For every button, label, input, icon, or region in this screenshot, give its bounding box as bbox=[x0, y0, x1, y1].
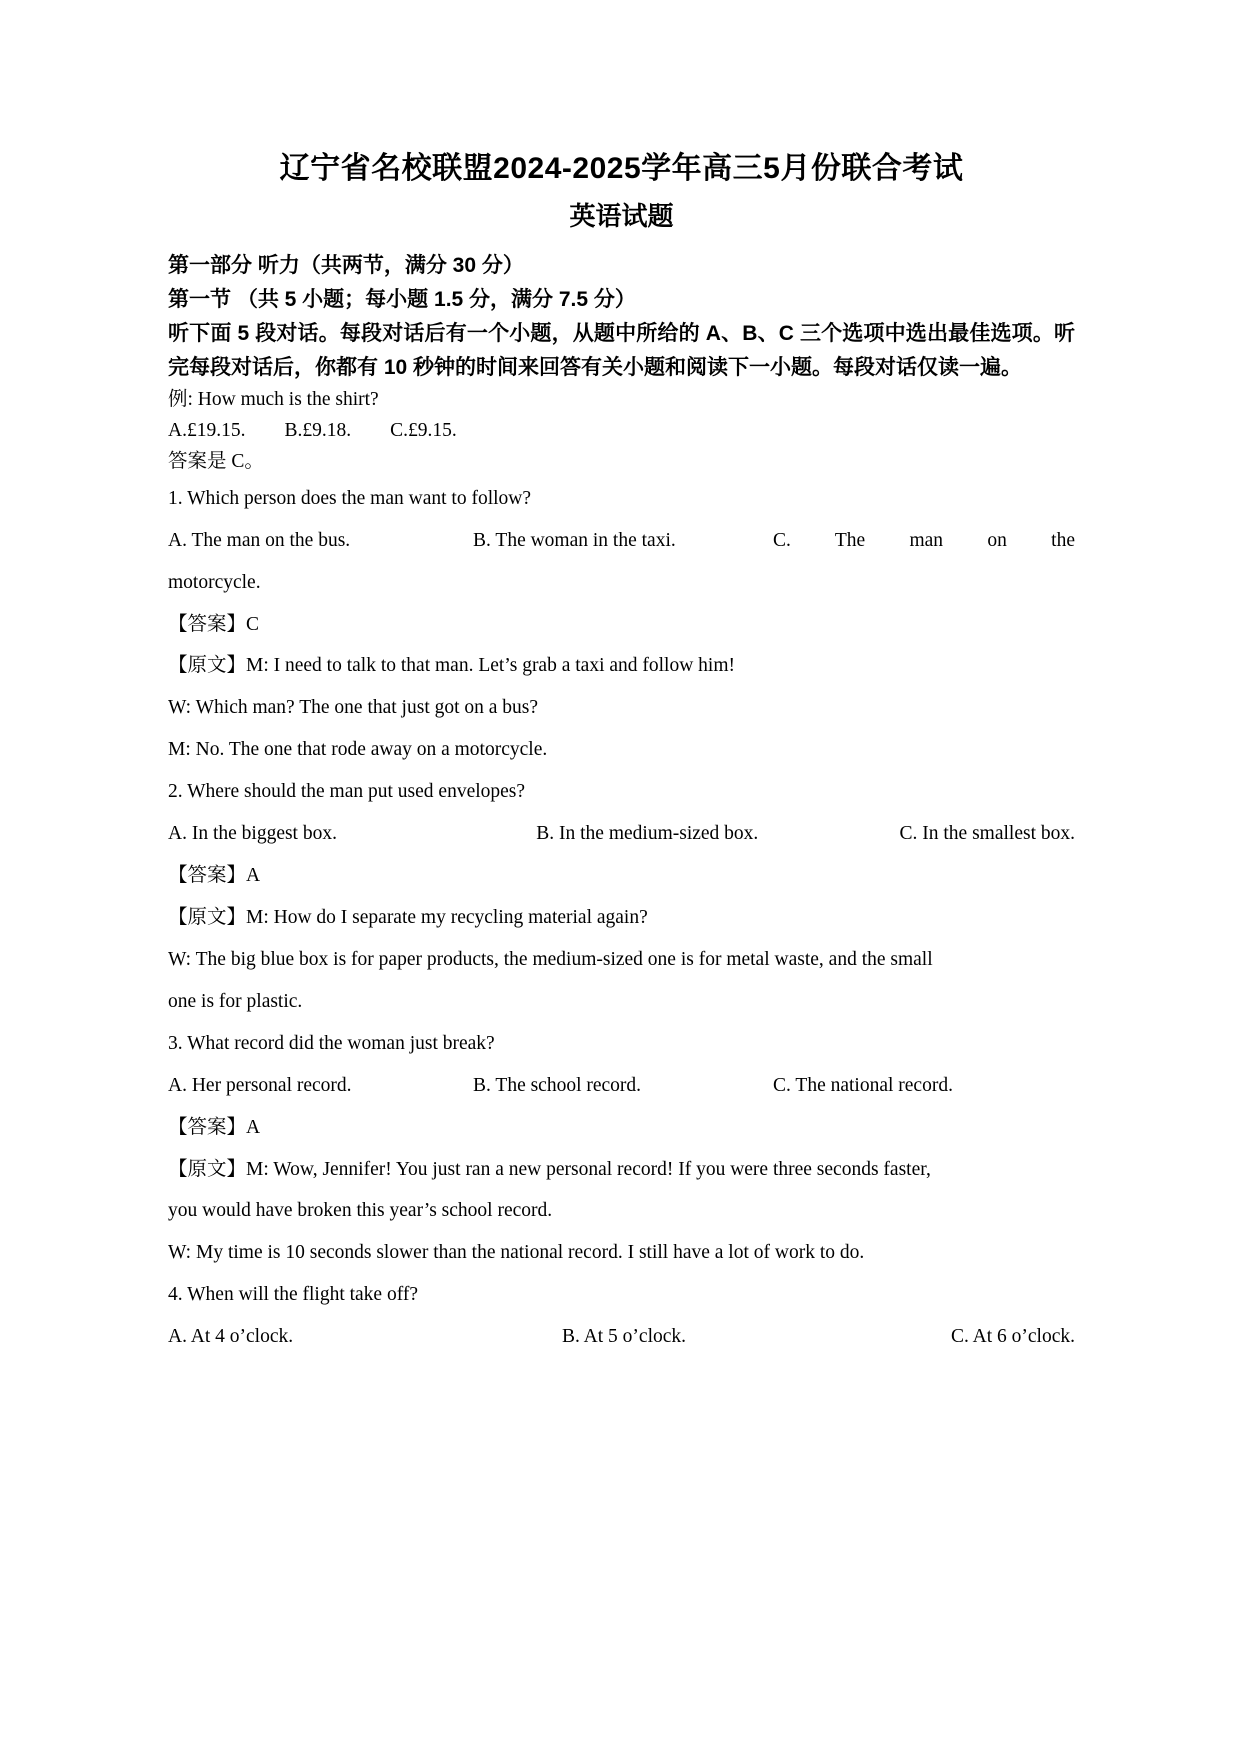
example-options: A.£19.15. B.£9.18. C.£9.15. bbox=[168, 420, 457, 442]
question-options-row bbox=[168, 1065, 1075, 1107]
question-stem: 4. When will the flight take off? bbox=[168, 1284, 419, 1306]
question-options-row bbox=[168, 813, 1075, 855]
question-stem: 1. Which person does the man want to follow? bbox=[168, 487, 532, 509]
option-a[interactable]: A. Her personal record. bbox=[168, 1074, 352, 1096]
script-line: M: No. The one that rode away on a motorcycle. bbox=[168, 739, 548, 761]
answer-label: 【答案】A bbox=[168, 1116, 261, 1138]
question-stem: 2. Where should the man put used envelopes? bbox=[168, 781, 526, 803]
answer-label: 【答案】C bbox=[168, 613, 260, 635]
script-line: 【原文】M: I need to talk to that man. Let’s grab a taxi and follow him! bbox=[168, 655, 736, 677]
option-b[interactable]: B. The school record. bbox=[473, 1074, 642, 1096]
script-line: W: The big blue box is for paper products, the medium-sized one is for metal waste, and the small bbox=[168, 948, 933, 970]
page-title: 辽宁省名校联盟2024-2025学年高三5月份联合考试 bbox=[279, 152, 964, 185]
question-stem: 3. What record did the woman just break? bbox=[168, 1032, 495, 1054]
question-options-row bbox=[168, 520, 1075, 562]
script-line: 【原文】M: How do I separate my recycling material again? bbox=[168, 906, 648, 928]
option-c[interactable]: C. In the smallest box. bbox=[899, 823, 1075, 845]
option-c[interactable]: C. At 6 o’clock. bbox=[950, 1326, 1075, 1348]
option-a[interactable]: A. The man on the bus. bbox=[168, 529, 351, 551]
option-a[interactable]: A. In the biggest box. bbox=[168, 823, 337, 845]
example-answer: 答案是 C。 bbox=[168, 450, 264, 472]
page-subtitle: 英语试题 bbox=[569, 200, 674, 231]
option-b[interactable]: B. The woman in the taxi. bbox=[473, 529, 676, 551]
option-c[interactable]: C. The national record. bbox=[773, 1074, 953, 1096]
option-b[interactable]: B. At 5 o’clock. bbox=[561, 1326, 687, 1348]
option-c-wrap: motorcycle. bbox=[168, 571, 261, 593]
example-question: 例: How much is the shirt? bbox=[168, 389, 379, 411]
script-line: 【原文】M: Wow, Jennifer! You just ran a new personal record! If you were three seconds faster, bbox=[168, 1158, 931, 1180]
question-options-row bbox=[168, 1316, 1075, 1358]
script-line: you would have broken this year’s school record. bbox=[168, 1200, 553, 1222]
script-line: one is for plastic. bbox=[168, 990, 303, 1012]
script-line: W: Which man? The one that just got on a bus? bbox=[168, 697, 539, 719]
option-c[interactable]: C. The man on the bbox=[773, 529, 1075, 551]
script-line: W: My time is 10 seconds slower than the national record. I still have a lot of work to do. bbox=[168, 1242, 865, 1264]
option-b[interactable]: B. In the medium-sized box. bbox=[536, 823, 759, 845]
listening-instructions: 听下面 5 段对话。每段对话后有一个小题，从题中所给的 A、B、C 三个选项中选出最佳选项。听完每段对话后，你都有 10 秒钟的时间来回答有关小题和阅读下一小题。每段对话仅读一遍。 bbox=[168, 322, 1075, 380]
answer-label: 【答案】A bbox=[168, 865, 261, 887]
part-heading: 第一部分 听力（共两节，满分 30 分） bbox=[168, 254, 524, 278]
option-a[interactable]: A. At 4 o’clock. bbox=[168, 1326, 294, 1348]
section-heading: 第一节 （共 5 小题；每小题 1.5 分，满分 7.5 分） bbox=[168, 288, 636, 312]
